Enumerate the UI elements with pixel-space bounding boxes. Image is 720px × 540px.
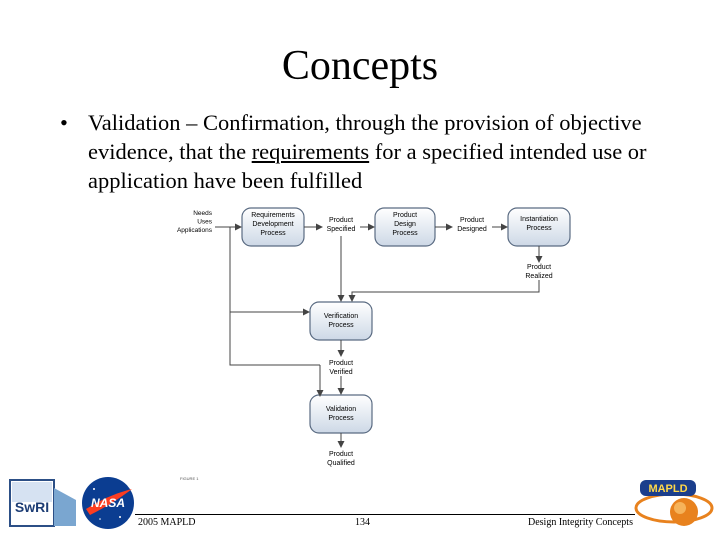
swri-logo [8,478,78,528]
box-instantiation-label-line: Process [526,225,552,233]
bullet-text [88,108,668,195]
slide-title: Concepts [281,43,439,89]
box-design-label-line: Design [394,221,416,229]
box-validation-label-line: Validation [325,406,357,413]
box-requirements-label-line: Process [260,230,286,238]
artifact-specified [327,217,356,233]
flow-arrows [215,227,539,447]
swri-logo-text: SwRI [14,499,50,515]
artifact-verified [329,360,353,376]
artifact-designed-line: Product [459,217,485,224]
artifact-qualified-line: Qualified [327,460,355,468]
box-design-label-line: Process [392,230,418,238]
box-requirements-label-line: Requirements [251,212,295,219]
mapld-logo [632,474,716,532]
box-validation [310,395,372,433]
footer-page-number: 134 [355,517,370,528]
box-instantiation-label-line: Instantiation [520,216,558,223]
nasa-logo [80,475,136,531]
box-verification-label-line: Verification [323,313,359,320]
footer-right: Design Integrity Concepts [528,517,633,528]
process-flow-diagram [160,200,580,490]
box-design-label [392,212,418,237]
artifact-realized-line: Realized [525,273,553,281]
box-verification [310,302,372,340]
box-requirements-label-line: Development [252,221,294,229]
box-design [375,208,435,246]
needs-uses-applications-label-line: Needs [193,210,212,217]
artifact-verified-line: Verified [329,369,353,377]
nasa-logo-text: NASA [90,496,126,510]
box-instantiation [508,208,570,246]
artifact-realized [525,264,552,280]
needs-uses-applications-label [177,210,213,234]
footer-left: 2005 MAPLD [138,517,196,528]
artifact-designed [457,217,487,233]
needs-uses-applications-label-line: Uses [197,218,212,226]
bullet-text-end: for a specified intended use or application have been fulfilled [88,139,647,193]
artifact-realized-line: Product [526,264,552,271]
artifact-qualified [327,451,355,467]
needs-uses-applications-label-line: Applications [176,226,212,234]
artifact-specified-line: Specified [326,226,356,234]
box-design-label-line: Product [392,212,418,219]
box-verification-label-line: Process [328,322,354,330]
artifact-verified-line: Product [328,360,354,367]
bullet-text-underlined: requirements [251,139,370,164]
box-validation-label-line: Process [328,415,354,423]
box-requirements [242,208,304,246]
artifact-qualified-line: Product [328,451,354,458]
artifact-specified-line: Product [328,217,354,224]
mapld-logo-text: MAPLD [648,483,688,495]
bullet-symbol: • [60,110,68,135]
artifact-designed-line: Designed [457,226,487,234]
footer-divider [135,514,635,515]
figure-ref: FIGURE 1 [180,476,199,481]
bullet-text-start: Validation – Confirmation, through the provision of objective evidence, that the [88,110,642,164]
